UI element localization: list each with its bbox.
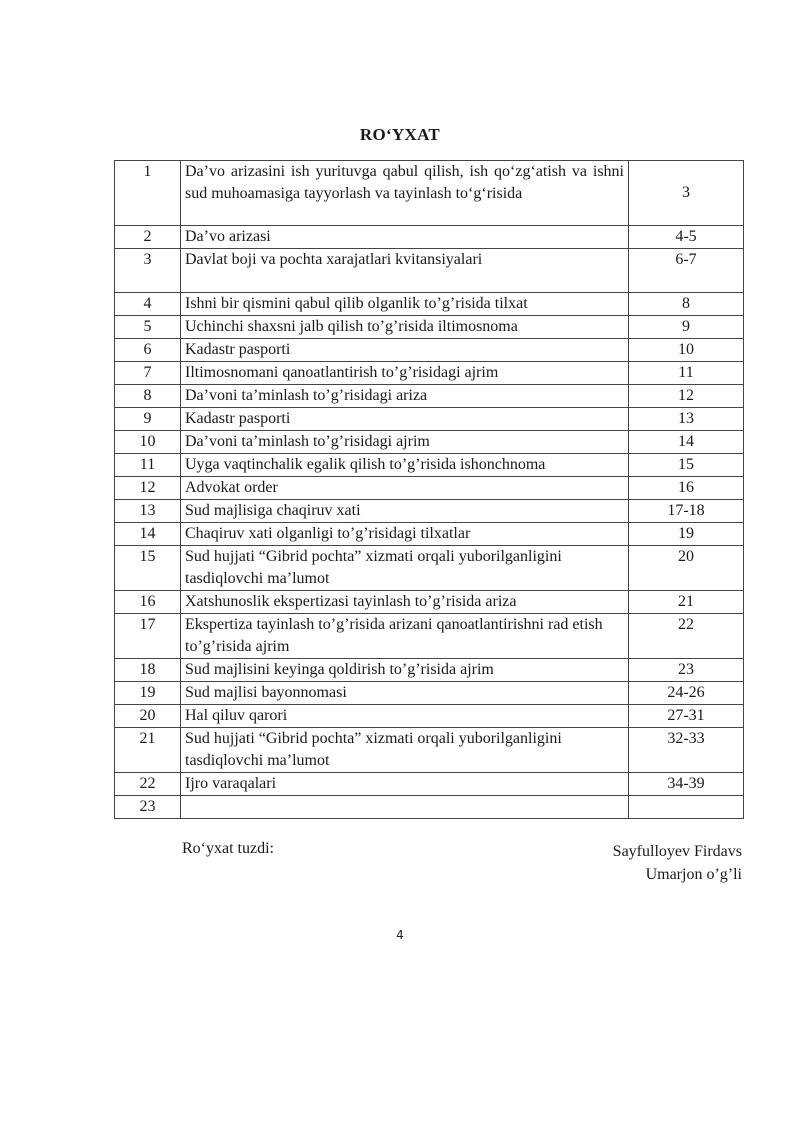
- table-row: [115, 682, 744, 705]
- row-number: 9: [115, 408, 181, 431]
- table-row: [115, 408, 744, 431]
- row-title: Kadastr pasporti: [181, 408, 629, 431]
- compiler-name: [613, 840, 742, 886]
- table-row: [115, 293, 744, 316]
- row-number: 15: [115, 546, 181, 591]
- row-number: 19: [115, 682, 181, 705]
- compiler-name-line2: Umarjon o’g’li: [645, 866, 742, 883]
- row-pages: 23: [629, 659, 744, 682]
- row-pages: 13: [629, 408, 744, 431]
- row-title: Ekspertiza tayinlash to’g’risida arizani qanoatlantirishni rad etish to’g’risida ajrim: [181, 614, 629, 659]
- row-title: Sud majlisiga chaqiruv xati: [181, 500, 629, 523]
- table-row: [115, 796, 744, 819]
- row-title: Davlat boji va pochta xarajatlari kvitansiyalari: [181, 249, 629, 293]
- table-row: [115, 614, 744, 659]
- table-row: [115, 249, 744, 293]
- table-row: [115, 339, 744, 362]
- table-row: [115, 161, 744, 226]
- row-title: Sud hujjati “Gibrid pochta” xizmati orqali yuborilganligini tasdiqlovchi ma’lumot: [181, 546, 629, 591]
- row-title: Hal qiluv qarori: [181, 705, 629, 728]
- table-row: [115, 773, 744, 796]
- compiled-by-label: Ro‘yxat tuzdi:: [182, 840, 274, 857]
- row-title: Advokat order: [181, 477, 629, 500]
- table-row: [115, 454, 744, 477]
- row-number: 6: [115, 339, 181, 362]
- row-number: 22: [115, 773, 181, 796]
- row-title: Ijro varaqalari: [181, 773, 629, 796]
- row-pages: 21: [629, 591, 744, 614]
- row-pages: 12: [629, 385, 744, 408]
- row-number: 13: [115, 500, 181, 523]
- row-title: Sud hujjati “Gibrid pochta” xizmati orqali yuborilganligini tasdiqlovchi ma’lumot: [181, 728, 629, 773]
- row-pages: 3: [629, 161, 744, 226]
- row-number: 1: [115, 161, 181, 226]
- table-row: [115, 705, 744, 728]
- row-pages: 17-18: [629, 500, 744, 523]
- row-number: 16: [115, 591, 181, 614]
- table-row: [115, 546, 744, 591]
- page-number: 4: [396, 928, 404, 942]
- row-number: 17: [115, 614, 181, 659]
- table-row: [115, 659, 744, 682]
- row-number: 12: [115, 477, 181, 500]
- row-pages: 15: [629, 454, 744, 477]
- row-number: 10: [115, 431, 181, 454]
- row-pages: 20: [629, 546, 744, 591]
- row-title: Iltimosnomani qanoatlantirish to’g’risidagi ajrim: [181, 362, 629, 385]
- table-row: [115, 385, 744, 408]
- row-pages: 4-5: [629, 226, 744, 249]
- row-number: 8: [115, 385, 181, 408]
- contents-table: [114, 160, 744, 819]
- row-title: Uyga vaqtinchalik egalik qilish to’g’risida ishonchnoma: [181, 454, 629, 477]
- table-row: [115, 591, 744, 614]
- row-pages: 10: [629, 339, 744, 362]
- row-title: Sud majlisi bayonnomasi: [181, 682, 629, 705]
- row-title: [181, 796, 629, 819]
- row-pages: 9: [629, 316, 744, 339]
- page-title: RO‘YXAT: [359, 125, 441, 144]
- row-number: 4: [115, 293, 181, 316]
- row-title: Da’vo arizasini ish yurituvga qabul qilish, ish qo‘zg‘atish va ishni sud muhoamasiga tayyorlash va tayinlash to‘g‘risida: [181, 161, 629, 226]
- row-pages: [629, 796, 744, 819]
- row-number: 14: [115, 523, 181, 546]
- table-row: [115, 362, 744, 385]
- row-pages: 8: [629, 293, 744, 316]
- row-number: 18: [115, 659, 181, 682]
- row-number: 2: [115, 226, 181, 249]
- row-pages: 27-31: [629, 705, 744, 728]
- row-number: 23: [115, 796, 181, 819]
- row-number: 5: [115, 316, 181, 339]
- row-pages: 24-26: [629, 682, 744, 705]
- row-title: Uchinchi shaxsni jalb qilish to’g’risida iltimosnoma: [181, 316, 629, 339]
- row-title: Da’voni ta’minlash to’g’risidagi ajrim: [181, 431, 629, 454]
- row-title: Da’voni ta’minlash to’g’risidagi ariza: [181, 385, 629, 408]
- row-number: 7: [115, 362, 181, 385]
- table-row: [115, 523, 744, 546]
- row-title: Da’vo arizasi: [181, 226, 629, 249]
- table-row: [115, 728, 744, 773]
- row-title: Chaqiruv xati olganligi to’g’risidagi tilxatlar: [181, 523, 629, 546]
- row-pages: 11: [629, 362, 744, 385]
- row-title: Xatshunoslik ekspertizasi tayinlash to’g’risida ariza: [181, 591, 629, 614]
- row-pages: 16: [629, 477, 744, 500]
- table-row: [115, 431, 744, 454]
- row-number: 11: [115, 454, 181, 477]
- row-number: 3: [115, 249, 181, 293]
- row-pages: 14: [629, 431, 744, 454]
- row-number: 21: [115, 728, 181, 773]
- table-row: [115, 226, 744, 249]
- row-pages: 34-39: [629, 773, 744, 796]
- row-pages: 22: [629, 614, 744, 659]
- row-number: 20: [115, 705, 181, 728]
- table-row: [115, 316, 744, 339]
- row-pages: 6-7: [629, 249, 744, 293]
- row-title: Kadastr pasporti: [181, 339, 629, 362]
- table-row: [115, 477, 744, 500]
- compiler-name-line1: Sayfulloyev Firdavs: [612, 843, 742, 860]
- row-pages: 19: [629, 523, 744, 546]
- row-pages: 32-33: [629, 728, 744, 773]
- table-row: [115, 500, 744, 523]
- row-title: Sud majlisini keyinga qoldirish to’g’risida ajrim: [181, 659, 629, 682]
- row-title: Ishni bir qismini qabul qilib olganlik to’g’risida tilxat: [181, 293, 629, 316]
